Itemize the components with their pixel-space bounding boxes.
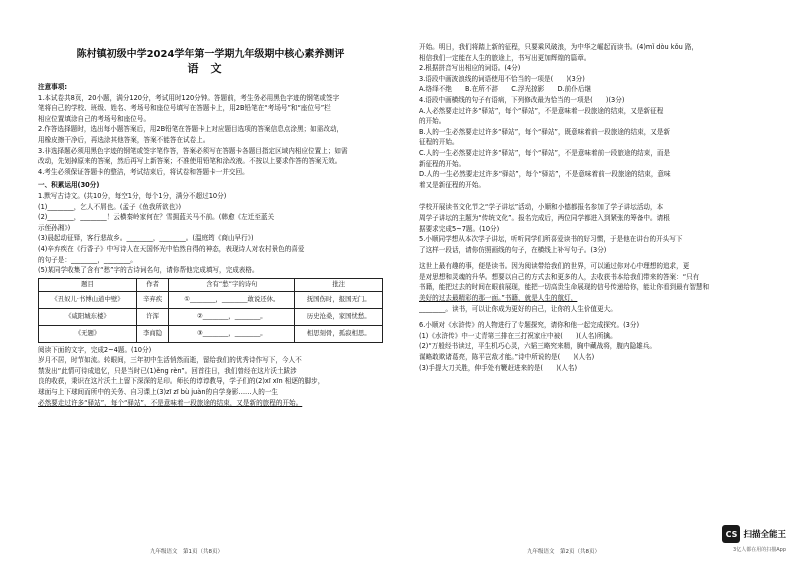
q6-line: (2)“万般经书读过，平生机巧心灵，六韬三略究来精，胸中藏战将，腹内隐雄兵。	[419, 342, 656, 351]
table-cell: 《无题》	[39, 325, 137, 342]
passage-line: 禁发出“此情可待成追忆，只是当时已(1)ěng rèn”。回首往日，我们曾经在这片沃土跋涉	[38, 366, 297, 375]
table-header-row	[39, 278, 383, 291]
text-line: D.人的一生必然要走过许多“驿站”，每个“驿站”，不是意味着前一段旅途的结束，意味	[419, 170, 671, 179]
exam-title: 陈村镇初级中学2024学年第一学期九年级期中核心素养测评	[76, 49, 345, 60]
activity-line: 了这样一段话，请你仿照画线的句子，在横线上补写句子。(3分)	[419, 245, 607, 254]
table-row	[39, 291, 383, 308]
q1-line: 的句子是：________，________。	[38, 255, 137, 264]
table-cell: 历史沧桑，家国忧愁。	[295, 308, 383, 325]
table-cell: ③________，________。	[169, 325, 295, 342]
q1-line: (5)某同学收集了含有“愁”字的古诗词名句，请你帮他完成填写，完成表格。	[38, 266, 259, 275]
q6-line: (1)《水浒传》中一丈青第三排在三打祝家庄中被( )(人名)所擒。	[419, 331, 617, 340]
table-cell: ②________，________。	[169, 308, 295, 325]
text-line: 征程的开始。	[419, 138, 459, 147]
activity-line: 据要求完成5~7题。(10分)	[419, 224, 500, 233]
table-cell: 相思刻骨，孤寂相思。	[295, 325, 383, 342]
table-header: 含有“愁”字的诗句	[169, 278, 295, 291]
table-header: 题目	[39, 278, 137, 291]
question-1: 1.默写古诗文。(共10分，每空1分，每个1分，满分不超过10分)	[38, 191, 227, 200]
scanner-badge	[722, 525, 786, 543]
poem-table	[38, 278, 383, 343]
note-line: 笔将自己的学校、班级、姓名、考场号和座位号填写在答题卡上，用2B铅笔在“考场号”和“座位号”栏	[38, 104, 331, 113]
text-line: 4.语段中画横线的句子有语病，下列修改最为恰当的一项是( )(3分)	[419, 95, 625, 104]
note-line: 4.考生必须保证答题卡的整洁，考试结束后，将试卷和答题卡一并交回。	[38, 167, 249, 176]
text-line: 开始。明日，我们将踏上新的征程，只要乘风破浪，为中华之崛起而读书。(4)mǐ dòu kǒu 路，	[419, 43, 699, 51]
table-cell: 《丑奴儿·书博山道中壁》	[39, 291, 137, 308]
notes-heading: 注意事项:	[38, 83, 68, 91]
text-line: 相信我们一定能在人生的旅途上，书写出更加辉煌的篇章。	[419, 53, 591, 62]
table-cell: ①________，________敢说还休。	[169, 291, 295, 308]
q1-line: (3)晨起动征铎，客行悲故乡。________，________。(温庭筠《商山早行》)	[38, 234, 254, 243]
right-content	[419, 42, 778, 373]
table-cell: 抚国伤时，报国无门。	[295, 291, 383, 308]
text-line: 新征程的开始。	[419, 159, 466, 168]
note-line: 1.本试卷共8页，20小题，满分120分，考试用时120分钟。答题前，考生务必用黑色字迹的钢笔或签字	[38, 93, 340, 102]
note-line: 改动，先划掉原来的答案，然后再写上新答案；不准使用铅笔和涂改液。不按以上要求作答的答案无效。	[38, 157, 342, 166]
table-cell: 辛弃疾	[136, 291, 168, 308]
text-line: B.人的一生必然要走过许多“驿站”，每个“驿站”，既意味着前一段旅途的结束，又是新	[419, 127, 671, 136]
note-line: 3.非选择题必须用黑色字迹的钢笔或签字笔作答，答案必须写在答题卡各题目指定区域内相应位置上；如需	[38, 146, 348, 155]
camscanner-logo-icon: CS	[722, 525, 740, 543]
notes-list	[38, 93, 383, 178]
table-cell: 李商隐	[136, 325, 168, 342]
passage-line: 岁月不居，时节如流。转眼间，三年初中生活悄然而逝，留给我们的优秀诗作写下，今人不	[38, 356, 302, 365]
q1-line: (1)________，乞人不屑也。(孟子《鱼我所欲也》)	[38, 202, 182, 211]
scanner-tagline: 3亿人都在用的扫描App	[733, 547, 786, 553]
text-line: 2.根据拼音写出相应的词语。(4分)	[419, 64, 521, 73]
text-line: 的开始。	[419, 117, 446, 126]
section-heading: 一、积累运用(30分)	[38, 181, 100, 190]
table-cell: 许浑	[136, 308, 168, 325]
text-line: C.人的一生必然要走过许多“驿站”，每个“驿站”，不是意味着前一段旅途的结束，而是	[419, 148, 671, 157]
q1-line: (2)________，________！云横秦岭家何在？雪拥蓝关马不前。(韩愈《左迁至蓝关	[38, 213, 275, 222]
table-header: 作者	[136, 278, 168, 291]
note-line: 2.作答选择题时，选出每小题答案后，用2B铅笔在答题卡上对应题目选项的答案信息点涂黑；如需改动，	[38, 125, 344, 134]
page-right	[397, 0, 794, 561]
passage-line: 球面与上下球间而所中的关务、自习课上(3)zī zī bù juàn的自学身影……人的一生	[38, 388, 279, 397]
scanner-brand: 扫描全能王	[743, 530, 786, 540]
page-footer-right: 九年级语文 第2页（共8页）	[527, 549, 600, 555]
note-line: 用橡皮擦干净后，再选涂其他答案，答案不能答在试卷上。	[38, 135, 210, 144]
left-content	[38, 14, 383, 408]
text-line: 3.语段中画波浪线的词语使用不恰当的一项是( )(3分)	[419, 74, 585, 83]
quote-line: 是对思想和灵魂的升华。想要以自己的方式去和更多的人，去收获书本给我们带来的答案：“只有	[419, 272, 700, 281]
text-line: A.络绎不绝 B.在所不辞 C.浮光掠影 D.前仆后继	[419, 85, 592, 94]
q6-line: 6.小顺对《水浒传》的人物进行了专题探究，请你和他一起完成探究。(3分)	[419, 321, 640, 330]
quote-line: 书籍，能把过去的时间在眼前展现，能把一切高贵生命展现的信号传递给你，能让你看到最有智慧和	[419, 283, 710, 292]
activity-line: 5.小顺同学想从本次学子讲坛，听听同学们所喜爱读书的好习惯，于是他在讲台的开头写下	[419, 235, 683, 244]
activity-line: 学校开展读书文化节之“学子讲坛”活动，小顺和小德都报名参加了学子讲坛活动，本	[419, 203, 664, 212]
note-line: 相应位置填涂自己的考场号和座位号。	[38, 114, 151, 123]
activity-line: 周学子讲坛的主题为“传统文化”。报名完成后，两位同学都进入到紧张的筹备中。请根	[419, 213, 670, 222]
q1-line: 示侄孙湘》)	[38, 223, 71, 232]
passage-line: 必然要走过许多“驿站”，每个“驿站”，不是意味着一段旅途的结束，又是新的旅程的开始。	[38, 398, 303, 407]
page-footer-left: 九年级语文 第1页（共8页）	[150, 549, 223, 555]
q6-line: 谋略敢欺诸葛亮，陈平岂敌才能。”诗中所说的是( )(人名)	[419, 353, 595, 362]
reading-intro: 阅读下面的文字，完成2~4题。(10分)	[38, 345, 152, 354]
exam-subject: 语文	[187, 62, 234, 75]
table-header: 批注	[295, 278, 383, 291]
table-row	[39, 308, 383, 325]
quote-line: 美好的过去最精彩的那一面。”书籍，就是人生的航灯，	[419, 294, 578, 303]
q1-line: (4)辛弃疾在《行香子》中写诗人在天国怀光中怡然自得的神态，表现诗人对农村景色的喜爱	[38, 244, 305, 253]
q6-line: (3)手提大刀关胜，伸手处有鞭赶进来的是( )(人名)	[419, 363, 578, 372]
table-row	[39, 325, 383, 342]
quote-line: ________。读书，可以让你成为更好的自己，让你的人生价值更大。	[419, 304, 617, 313]
quote-line: 这世上最有趣的事，便是读书。因为阅读带给我们的世界，可以通过你对心中理想的追求，更	[419, 262, 690, 271]
text-line: 着又是新征程的开始。	[419, 180, 485, 189]
passage-line: 良的收获，秉识在这片沃土上留下深深的足印。师长的谆谆教导，学子们的(2)xī xīn 相逐的脚步，	[38, 377, 325, 386]
table-cell: 《咸阳城东楼》	[39, 308, 137, 325]
text-line: A.人必然要走过许多“驿站”，每个“驿站”，不是意味着一段旅途的结束，又是新征程	[419, 106, 664, 115]
